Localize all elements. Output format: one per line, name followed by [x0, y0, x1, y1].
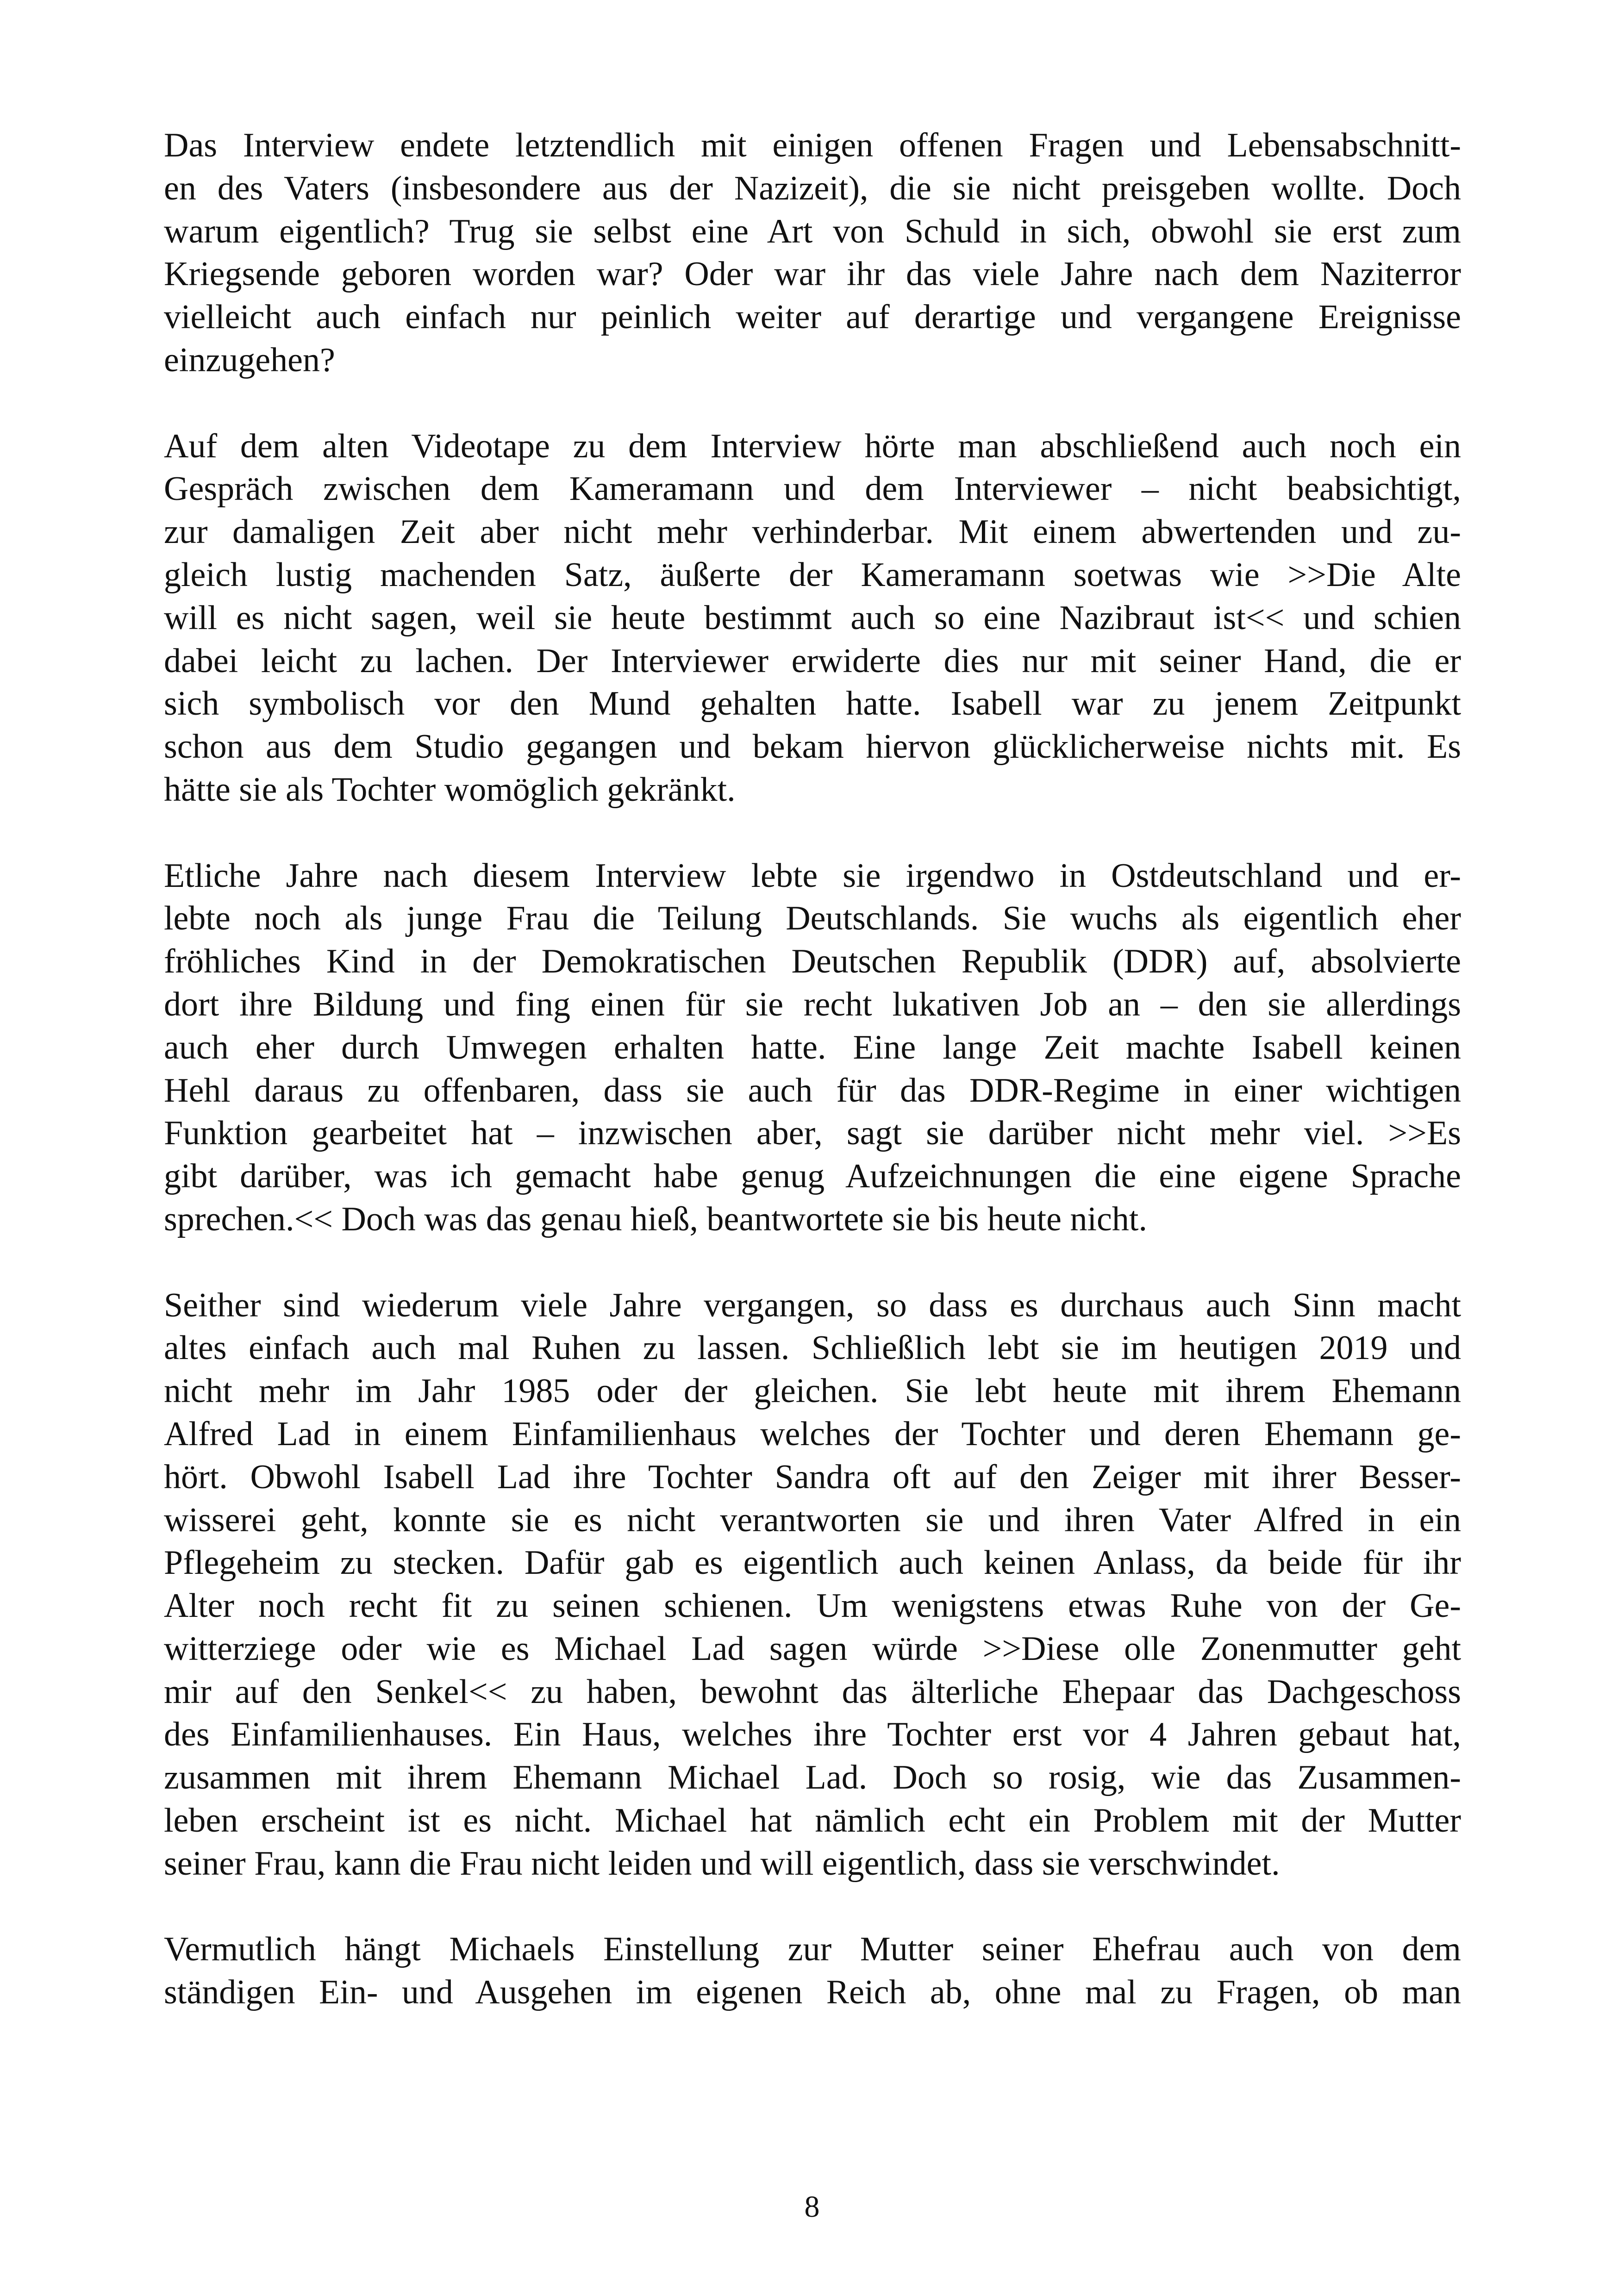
text-line: Kriegsende geboren worden war? Oder war ihr das viele Jahre nach dem Naziterror [164, 255, 1461, 293]
text-line: gleich lustig machenden Satz, äußerte der Kameramann soetwas wie >>Die Alte [164, 555, 1461, 594]
paragraph [164, 1284, 1461, 1885]
text-line: dabei leicht zu lachen. Der Interviewer erwiderte dies nur mit seiner Hand, die er [164, 642, 1461, 680]
paragraph [164, 425, 1461, 811]
text-line: seiner Frau, kann die Frau nicht leiden und will eigentlich, dass sie verschwindet. [164, 1844, 1280, 1883]
text-line: leben erscheint ist es nicht. Michael hat nämlich echt ein Problem mit der Mutter [164, 1802, 1461, 1840]
text-line: sprechen.<< Doch was das genau hieß, beantwortete sie bis heute nicht. [164, 1200, 1147, 1238]
text-line: vielleicht auch einfach nur peinlich weiter auf derartige und vergangene Ereignisse [164, 298, 1461, 337]
text-line: dort ihre Bildung und fing einen für sie recht lukativen Job an – den sie allerdings [164, 985, 1461, 1023]
text-line: Vermutlich hängt Michaels Einstellung zur Mutter seiner Ehefrau auch von dem [164, 1930, 1461, 1969]
text-line: lebte noch als junge Frau die Teilung Deutschlands. Sie wuchs als eigentlich eher [164, 899, 1461, 938]
text-line: Funktion gearbeitet hat – inzwischen aber, sagt sie darüber nicht mehr viel. >>Es [164, 1114, 1461, 1153]
text-line: sich symbolisch vor den Mund gehalten hatte. Isabell war zu jenem Zeitpunkt [164, 685, 1461, 723]
paragraph [164, 124, 1461, 382]
paragraph [164, 854, 1461, 1241]
paragraph-gap [164, 1885, 1461, 1928]
text-line: zusammen mit ihrem Ehemann Michael Lad. Doch so rosig, wie das Zusammen- [164, 1759, 1461, 1797]
text-line: Gespräch zwischen dem Kameramann und dem Interviewer – nicht beabsichtigt, [164, 470, 1461, 508]
text-line: ständigen Ein- und Ausgehen im eigenen Reich ab, ohne mal zu Fragen, ob man [164, 1973, 1461, 2012]
text-line: gibt darüber, was ich gemacht habe genug Aufzeichnungen die eine eigene Sprache [164, 1157, 1461, 1196]
text-line: Pflegeheim zu stecken. Dafür gab es eigentlich auch keinen Anlass, da beide für ihr [164, 1544, 1461, 1582]
text-line: Hehl daraus zu offenbaren, dass sie auch für das DDR-Regime in einer wichtigen [164, 1071, 1461, 1110]
text-line: altes einfach auch mal Ruhen zu lassen. Schließlich lebt sie im heutigen 2019 und [164, 1329, 1461, 1367]
text-line: Auf dem alten Videotape zu dem Interview hörte man abschließend auch noch ein [164, 427, 1461, 465]
text-line: nicht mehr im Jahr 1985 oder der gleichen. Sie lebt heute mit ihrem Ehemann [164, 1372, 1461, 1410]
text-line: einzugehen? [164, 341, 335, 379]
paragraph-gap [164, 811, 1461, 854]
text-line: en des Vaters (insbesondere aus der Nazizeit), die sie nicht preisgeben wollte. Doch [164, 169, 1461, 207]
body-text [164, 124, 1461, 2014]
text-line: des Einfamilienhauses. Ein Haus, welches ihre Tochter erst vor 4 Jahren gebaut hat, [164, 1715, 1461, 1754]
text-line: will es nicht sagen, weil sie heute bestimmt auch so eine Nazibraut ist<< und schien [164, 599, 1461, 637]
text-line: Das Interview endete letztendlich mit einigen offenen Fragen und Lebensabschnitt- [164, 126, 1461, 164]
paragraph-gap [164, 382, 1461, 425]
text-line: wisserei geht, konnte sie es nicht verantworten sie und ihren Vater Alfred in ein [164, 1501, 1461, 1539]
text-line: auch eher durch Umwegen erhalten hatte. Eine lange Zeit machte Isabell keinen [164, 1028, 1461, 1066]
text-line: mir auf den Senkel<< zu haben, bewohnt das älterliche Ehepaar das Dachgeschoss [164, 1672, 1461, 1711]
text-line: zur damaligen Zeit aber nicht mehr verhinderbar. Mit einem abwertenden und zu- [164, 513, 1461, 551]
paragraph-gap [164, 1241, 1461, 1284]
text-line: witterziege oder wie es Michael Lad sagen würde >>Diese olle Zonenmutter geht [164, 1629, 1461, 1668]
text-line: hätte sie als Tochter womöglich gekränkt. [164, 770, 736, 809]
page-number: 8 [804, 2190, 820, 2224]
text-line: fröhliches Kind in der Demokratischen Deutschen Republik (DDR) auf, absolvierte [164, 942, 1461, 981]
text-line: warum eigentlich? Trug sie selbst eine Art von Schuld in sich, obwohl sie erst zum [164, 212, 1461, 250]
text-line: schon aus dem Studio gegangen und bekam hiervon glücklicherweise nichts mit. Es [164, 728, 1461, 766]
text-line: Etliche Jahre nach diesem Interview lebte sie irgendwo in Ostdeutschland und er- [164, 856, 1461, 895]
text-line: Alfred Lad in einem Einfamilienhaus welches der Tochter und deren Ehemann ge- [164, 1415, 1461, 1453]
paragraph [164, 1928, 1461, 2014]
text-line: Alter noch recht fit zu seinen schienen. Um wenigstens etwas Ruhe von der Ge- [164, 1587, 1461, 1625]
text-line: hört. Obwohl Isabell Lad ihre Tochter Sandra oft auf den Zeiger mit ihrer Besser- [164, 1458, 1461, 1496]
text-line: Seither sind wiederum viele Jahre vergangen, so dass es durchaus auch Sinn macht [164, 1286, 1461, 1324]
